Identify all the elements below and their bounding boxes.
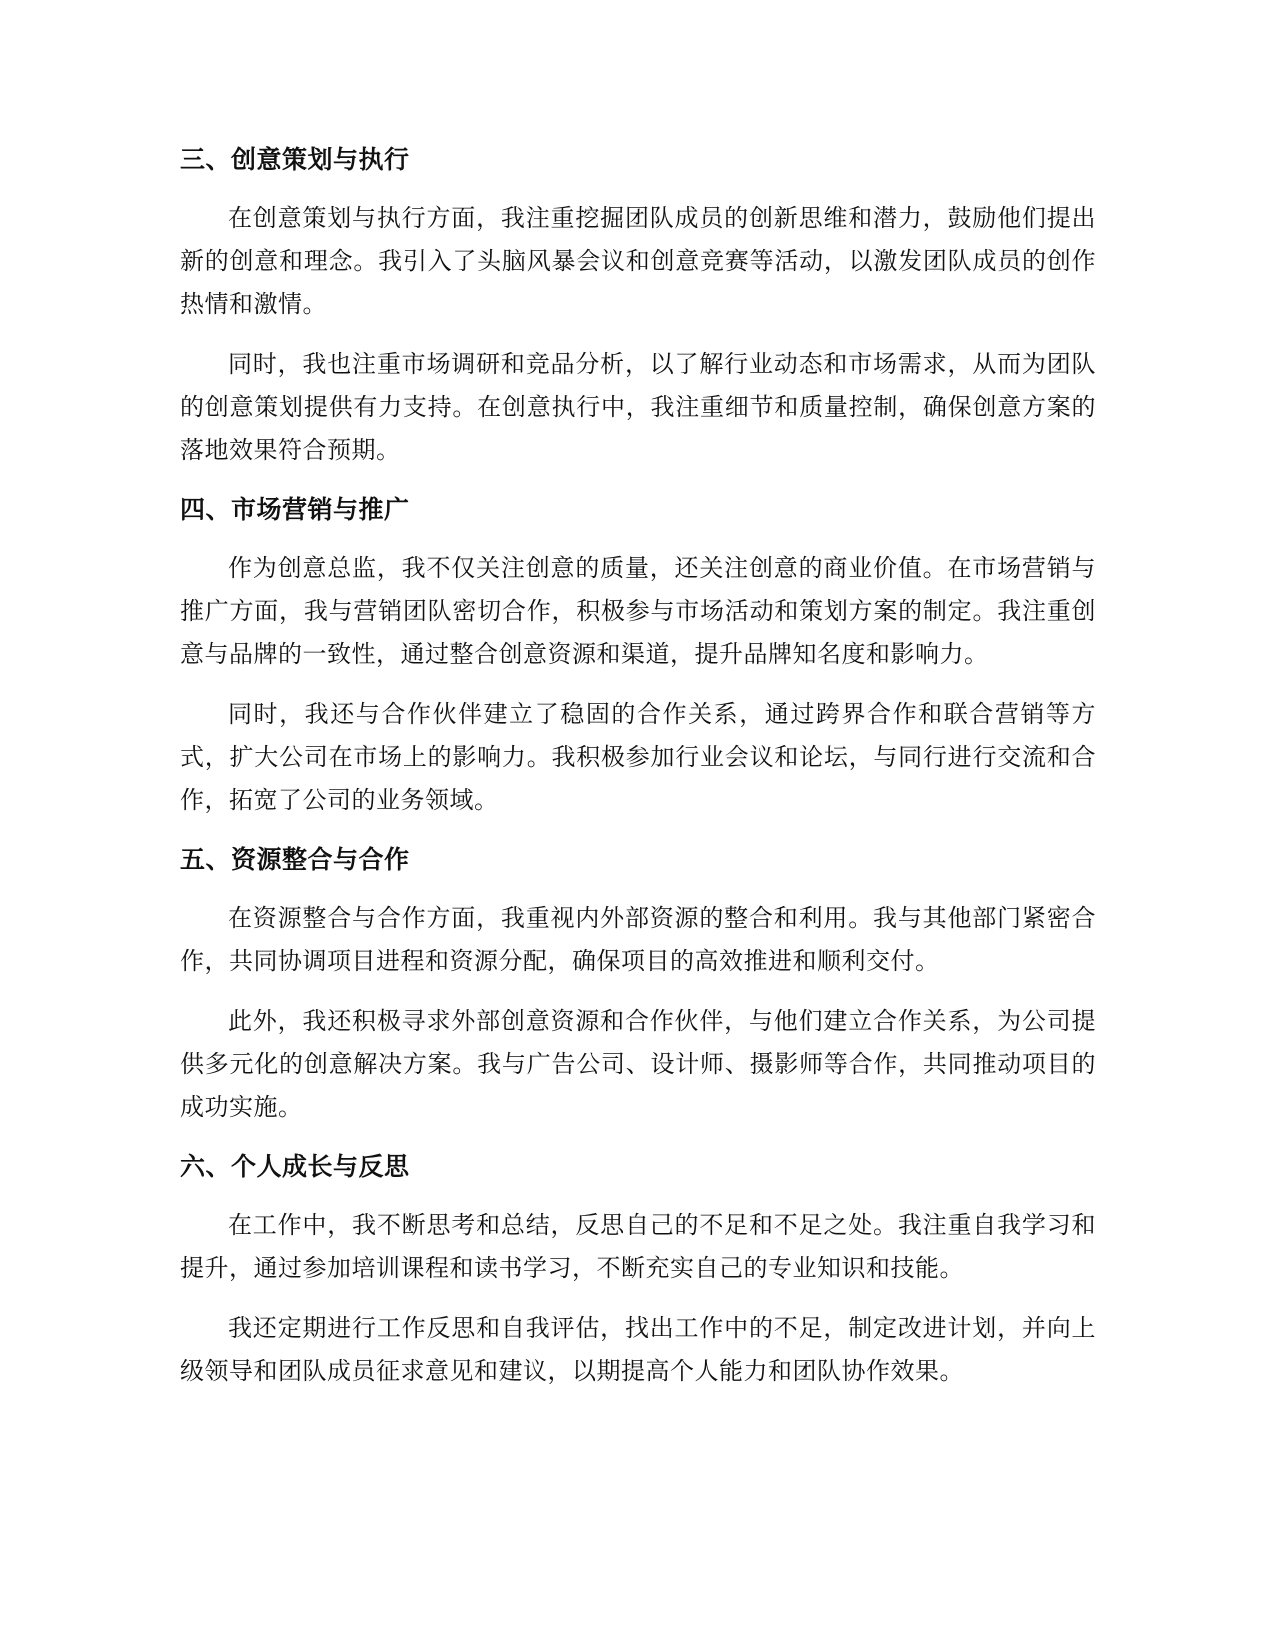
section-heading: 五、资源整合与合作 <box>180 845 410 874</box>
paragraph: 我还定期进行工作反思和自我评估，找出工作中的不足，制定改进计划，并向上级领导和团队成员征求意见和建议，以期提高个人能力和团队协作效果。 <box>180 1314 1096 1385</box>
paragraph: 此外，我还积极寻求外部创意资源和合作伙伴，与他们建立合作关系，为公司提供多元化的创意解决方案。我与广告公司、设计师、摄影师等合作，共同推动项目的成功实施。 <box>180 1007 1096 1121</box>
section-heading: 四、市场营销与推广 <box>180 495 410 524</box>
section-resources <box>180 840 1096 1129</box>
document-page <box>180 140 1096 1411</box>
paragraph: 同时，我也注重市场调研和竞品分析，以了解行业动态和市场需求，从而为团队的创意策划提供有力支持。在创意执行中，我注重细节和质量控制，确保创意方案的落地效果符合预期。 <box>180 350 1096 464</box>
section-heading: 三、创意策划与执行 <box>180 145 410 174</box>
section-heading: 六、个人成长与反思 <box>180 1152 410 1181</box>
paragraph: 作为创意总监，我不仅关注创意的质量，还关注创意的商业价值。在市场营销与推广方面，我与营销团队密切合作，积极参与市场活动和策划方案的制定。我注重创意与品牌的一致性，通过整合创意资源和渠道，提升品牌知名度和影响力。 <box>180 554 1096 668</box>
paragraph: 同时，我还与合作伙伴建立了稳固的合作关系，通过跨界合作和联合营销等方式，扩大公司在市场上的影响力。我积极参加行业会议和论坛，与同行进行交流和合作，拓宽了公司的业务领域。 <box>180 700 1096 814</box>
paragraph: 在工作中，我不断思考和总结，反思自己的不足和不足之处。我注重自我学习和提升，通过参加培训课程和读书学习，不断充实自己的专业知识和技能。 <box>180 1211 1096 1282</box>
section-creative-planning <box>180 140 1096 472</box>
section-marketing <box>180 490 1096 822</box>
section-personal-growth <box>180 1147 1096 1393</box>
paragraph: 在创意策划与执行方面，我注重挖掘团队成员的创新思维和潜力，鼓励他们提出新的创意和理念。我引入了头脑风暴会议和创意竞赛等活动，以激发团队成员的创作热情和激情。 <box>180 204 1096 318</box>
paragraph: 在资源整合与合作方面，我重视内外部资源的整合和利用。我与其他部门紧密合作，共同协调项目进程和资源分配，确保项目的高效推进和顺利交付。 <box>180 904 1096 975</box>
